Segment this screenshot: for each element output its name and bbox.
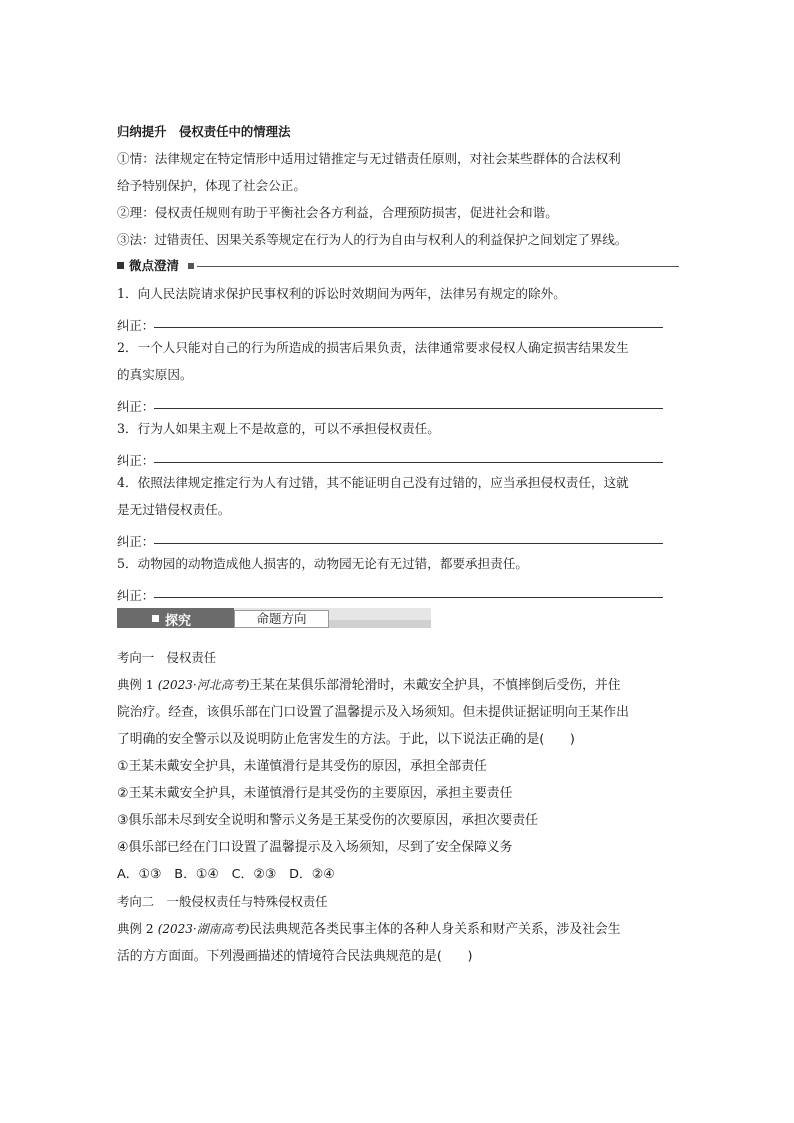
summary-heading: 归纳提升 侵权责任中的情理法	[117, 124, 291, 139]
question-line: 5．动物园的动物造成他人损害的，动物园无论有无过错，都要承担责任。	[117, 556, 529, 571]
example-tag: 典例 2	[117, 921, 154, 936]
summary-item: ①情：法律规定在特定情形中适用过错推定与无过错责任原则，对社会某些群体的合法权利	[117, 151, 621, 166]
correction-label: 纠正：	[117, 399, 155, 414]
option-statement: ②王某未戴安全护具，未谨慎滑行是其受伤的主要原因，承担主要责任	[117, 786, 513, 801]
correction-row	[117, 307, 679, 334]
question-line: 3．行为人如果主观上不是故意的，可以不承担侵权责任。	[117, 421, 440, 436]
question-line: 是无过错侵权责任。	[117, 502, 231, 517]
option-statement: ①王某未戴安全护具，未谨慎滑行是其受伤的原因，承担全部责任	[117, 759, 487, 774]
direction-title: 考向一 侵权责任	[117, 650, 217, 665]
summary-item: ③法：过错责任、因果关系等规定在行为人的行为自由与权利人的利益保护之间划定了界线。	[117, 232, 628, 247]
square-bullet-icon	[188, 263, 194, 269]
correction-row	[117, 523, 679, 550]
correction-label: 纠正：	[117, 453, 155, 468]
correction-row	[117, 442, 679, 469]
correction-label: 纠正：	[117, 318, 155, 333]
direction-title: 考向二 一般侵权责任与特殊侵权责任	[117, 894, 328, 909]
banner-light-label: 命题方向	[256, 611, 307, 626]
example-text: 民法典规范各类民事主体的各种人身关系和财产关系，涉及社会生	[249, 922, 621, 937]
example-source: (2023·湖南高考)	[157, 922, 250, 936]
answer-choices: A．①③ B．①④ C．②③ D．②④	[117, 867, 335, 882]
option-statement: ③俱乐部未尽到安全说明和警示义务是王某受伤的次要原因，承担次要责任	[117, 813, 538, 828]
banner-light-tab	[234, 610, 329, 628]
correction-row	[117, 577, 679, 604]
document-page	[117, 118, 679, 970]
correction-answer-line[interactable]	[154, 542, 663, 544]
banner-dark-tab	[117, 608, 234, 628]
clarify-section-header	[117, 258, 679, 274]
summary-item: ②理：侵权责任规则有助于平衡社会各方利益，合理预防损害，促进社会和谐。	[117, 205, 558, 220]
example-text: 王某在某俱乐部滑轮滑时，未戴安全护具，不慎摔倒后受伤，并住	[249, 678, 621, 693]
summary-item: 给予特别保护，体现了社会公正。	[117, 178, 306, 193]
question-line: 1．向人民法院请求保护民事权利的诉讼时效期间为两年，法律另有规定的除外。	[117, 286, 566, 301]
square-bullet-icon	[117, 262, 124, 269]
question-line: 的真实原因。	[117, 367, 193, 382]
example-source: (2023·河北高考)	[157, 678, 250, 692]
example-paragraph	[117, 671, 679, 753]
banner-dark-label: 探究	[165, 614, 192, 629]
example-tag: 典例 1	[117, 677, 154, 692]
correction-answer-line[interactable]	[154, 596, 663, 598]
clarify-title: 微点澄清	[129, 258, 180, 273]
question-line: 2．一个人只能对自己的行为所造成的损害后果负责，法律通常要求侵权人确定损害结果发生	[117, 340, 629, 355]
correction-label: 纠正：	[117, 534, 155, 549]
example-paragraph	[117, 915, 679, 970]
divider	[197, 266, 679, 267]
example-text: 了明确的安全警示以及说明防止危害发生的方法。于此，以下说法正确的是( )	[117, 732, 575, 747]
correction-label: 纠正：	[117, 588, 155, 603]
example-text: 活的方方面面。下列漫画描述的情境符合民法典规范的是( )	[117, 949, 473, 964]
correction-row	[117, 388, 679, 415]
banner-tail	[327, 620, 431, 628]
correction-answer-line[interactable]	[154, 326, 663, 328]
square-bullet-icon	[152, 615, 159, 622]
explore-banner	[117, 608, 679, 630]
correction-answer-line[interactable]	[154, 461, 663, 463]
question-line: 4．依照法律规定推定行为人有过错，其不能证明自己没有过错的，应当承担侵权责任，这就	[117, 475, 629, 490]
option-statement: ④俱乐部已经在门口设置了温馨提示及入场须知，尽到了安全保障义务	[117, 840, 513, 855]
example-text: 院治疗。经查，该俱乐部在门口设置了温馨提示及入场须知。但未提供证据证明向王某作出	[117, 705, 629, 720]
correction-answer-line[interactable]	[154, 407, 663, 409]
